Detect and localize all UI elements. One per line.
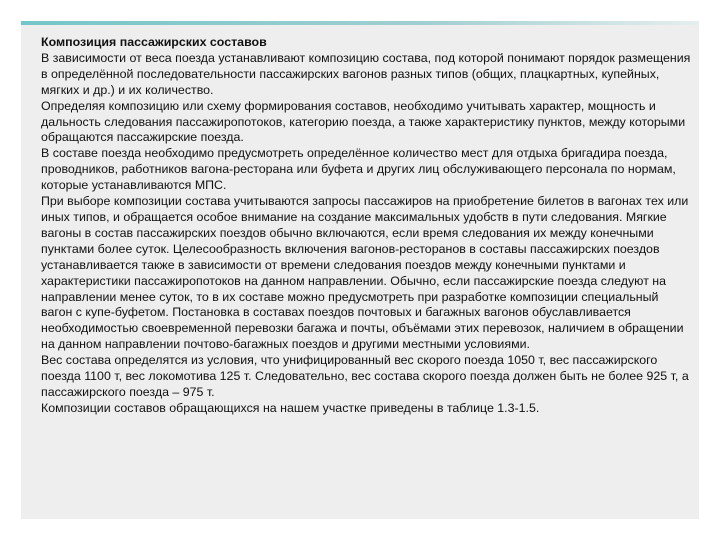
accent-bar [21,21,699,25]
slide [21,21,699,519]
paragraph: Композиции составов обращающихся на нашем участке приведены в таблице 1.3-1.5. [41,400,540,415]
paragraph: В составе поезда необходимо предусмотреть определённое количество мест для отдыха бригадира поезда, проводников, работников вагона-ресторана или буфета и других лиц обслуживающего персонала по нормам, которые устанавливаются МПС. [41,146,676,193]
paragraph: Вес состава определятся из условия, что унифицированный вес скорого поезда 1050 т, вес пассажирского поезда 1100 т, вес локомотива 125 т. Следовательно, вес состава скорого поезда должен быть не более 925 т, а пассажирского поезда – 975 т. [41,353,689,399]
paragraph: Определяя композицию или схему формирования составов, необходимо учитывать характер, мощность и дальность следования пассажиропотоков, категорию поезда, а также характеристику пунктов, между которыми обращаются пассажирские поезда. [41,98,686,145]
slide-title: Композиция пассажирских составов [41,35,267,49]
paragraph: При выборе композиции состава учитываются запросы пассажиров на приобретение билетов в вагонах тех или иных типов, и обращается особое внимание на создание максимальных удобств в пути следования. Мягкие вагоны в состав пассажирских поездов обычно включаются, если время следования их между конечными пунктами более суток. Целесообразность включения вагонов-ресторанов в составы пассажирских поездов устанавливается также в зависимости от времени следования поездов между конечными пунктами и характеристики пассажиропотоков на данном направлении. Обычно, если пассажирские поезда следуют на направлении менее суток, то в их составе можно предусмотреть при разработке композиции специальный вагон с купе-буфетом. Постановка в составах поездов почтовых и багажных вагонов обуславливается необходимостью своевременной перевозки багажа и почты, объёмами этих перевозок, наличием в обращении на данном направлении почтово-багажных поездов и другими местными условиями. [41,194,689,352]
paragraph: В зависимости от веса поезда устанавливают композицию состава, под которой понимают порядок размещения в определённой последовательности пассажирских вагонов разных типов (общих, плацкартных, купейных, мягких и др.) и их количество. [41,50,691,97]
text-block [41,35,691,417]
